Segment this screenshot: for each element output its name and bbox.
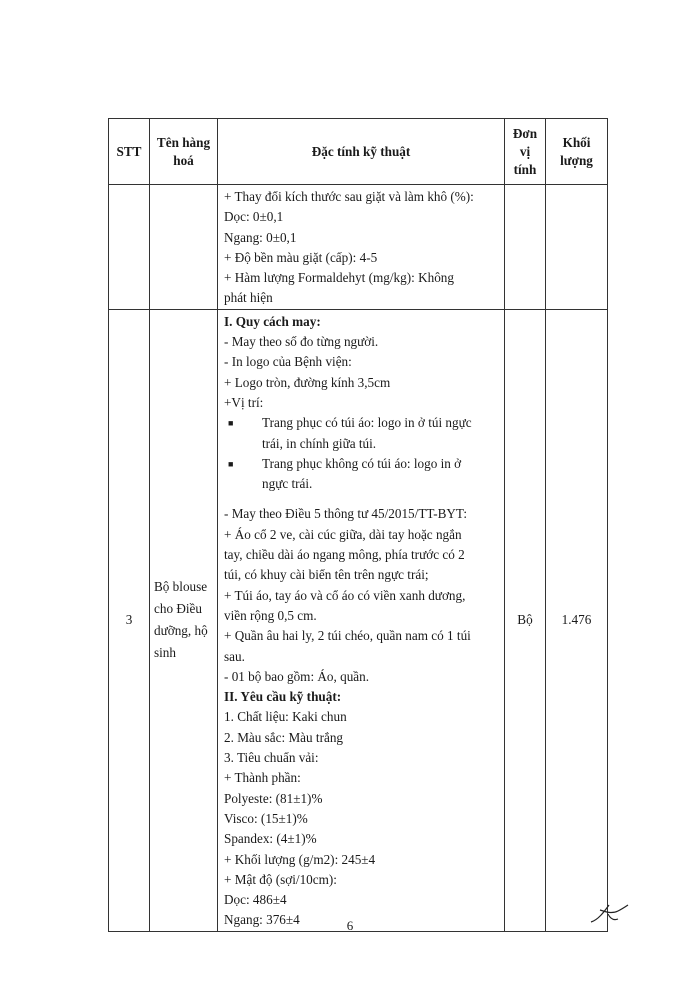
- section-title: II. Yêu cầu kỹ thuật:: [224, 689, 342, 705]
- header-stt: STT: [109, 119, 150, 185]
- continued-unit-cell: [505, 185, 546, 310]
- spec-line: - May theo số đo từng người.: [224, 334, 379, 350]
- header-qty-line-1: Khối: [562, 134, 591, 150]
- item-name: [150, 309, 218, 931]
- spec-line: Visco: (15±1)%: [224, 810, 308, 826]
- spec-line: tay, chiều dài áo ngang mông, phía trước có 2: [224, 547, 465, 563]
- square-bullet-icon: ■: [228, 458, 234, 469]
- spec-line: 3. Tiêu chuẩn vải:: [224, 750, 319, 766]
- spec-line: Spandex: (4±1)%: [224, 831, 317, 847]
- spec-line: + Thành phần:: [224, 770, 301, 786]
- spec-line: phát hiện: [224, 290, 273, 306]
- item-qty: 1.476: [546, 309, 608, 931]
- header-qty: [546, 119, 608, 185]
- continued-row: [109, 185, 608, 310]
- item-name-line: cho Điều: [154, 601, 202, 617]
- header-row: [109, 119, 608, 185]
- spec-line: viền rộng 0,5 cm.: [224, 607, 317, 623]
- header-name: [150, 119, 218, 185]
- spec-line: +Vị trí:: [224, 394, 264, 410]
- spec-line: + Quần âu hai ly, 2 túi chéo, quần nam có 1 túi: [224, 628, 471, 644]
- header-qty-line-2: lượng: [560, 152, 593, 168]
- header-unit-line-1: Đơn: [512, 125, 538, 141]
- spec-table: [108, 118, 608, 932]
- item-name-line: Bộ blouse: [154, 579, 208, 595]
- spec-line: + Túi áo, tay áo và cổ áo có viền xanh dương,: [224, 587, 466, 603]
- header-unit-line-3: tính: [513, 161, 537, 177]
- item-name-line: dưỡng, hộ: [154, 623, 208, 639]
- header-unit: [505, 119, 546, 185]
- spec-line: + Độ bền màu giặt (cấp): 4-5: [224, 249, 378, 265]
- continued-spec-cell: [218, 185, 505, 310]
- bullet-item: [224, 413, 500, 454]
- page-number: 6: [346, 918, 354, 933]
- bullet-line: ngực trái.: [262, 476, 313, 492]
- continued-name-cell: [150, 185, 218, 310]
- signature-initials: [588, 900, 632, 928]
- spec-line: 1. Chất liệu: Kaki chun: [224, 709, 347, 725]
- spec-line: + Hàm lượng Formaldehyt (mg/kg): Không: [224, 270, 454, 286]
- item-unit: Bộ: [505, 309, 546, 931]
- item-spec-cell: [218, 309, 505, 931]
- spec-line: Dọc: 486±4: [224, 892, 287, 908]
- spec-line: + Mật độ (sợi/10cm):: [224, 871, 337, 887]
- bullet-line: trái, in chính giữa túi.: [262, 435, 377, 451]
- spec-line: Ngang: 0±0,1: [224, 229, 297, 245]
- spec-line: sau.: [224, 648, 245, 664]
- bullet-item: [224, 454, 500, 495]
- bullet-line: Trang phục không có túi áo: logo in ở: [262, 455, 462, 471]
- spec-line: túi, có khuy cài biển tên trên ngực trái;: [224, 567, 429, 583]
- spec-line: - In logo của Bệnh viện:: [224, 354, 352, 370]
- item-row: [109, 309, 608, 931]
- spec-line: 2. Màu sắc: Màu trắng: [224, 729, 344, 745]
- header-name-line-1: Tên hàng: [156, 134, 211, 150]
- bullet-line: Trang phục có túi áo: logo in ở túi ngực: [262, 415, 472, 431]
- continued-stt-cell: [109, 185, 150, 310]
- square-bullet-icon: ■: [228, 418, 234, 429]
- section-title: I. Quy cách may:: [224, 313, 321, 329]
- spec-line: - 01 bộ bao gồm: Áo, quần.: [224, 668, 370, 684]
- spec-line: + Khối lượng (g/m2): 245±4: [224, 851, 376, 867]
- header-name-line-2: hoá: [173, 152, 194, 168]
- spec-line: Ngang: 376±4: [224, 912, 300, 928]
- spec-line: Polyeste: (81±1)%: [224, 790, 323, 806]
- continued-qty-cell: [546, 185, 608, 310]
- header-spec: Đặc tính kỹ thuật: [218, 119, 505, 185]
- spec-line: - May theo Điều 5 thông tư 45/2015/TT-BYT:: [224, 506, 467, 522]
- spec-line: + Thay đổi kích thước sau giặt và làm khô (%):: [224, 189, 474, 204]
- item-stt: 3: [109, 309, 150, 931]
- header-unit-line-2: vị: [519, 143, 531, 159]
- item-name-line: sinh: [154, 645, 176, 661]
- spec-line: + Logo tròn, đường kính 3,5cm: [224, 374, 391, 390]
- spec-line: Dọc: 0±0,1: [224, 209, 284, 225]
- spec-line: + Áo cổ 2 ve, cài cúc giữa, dài tay hoặc ngắn: [224, 526, 462, 542]
